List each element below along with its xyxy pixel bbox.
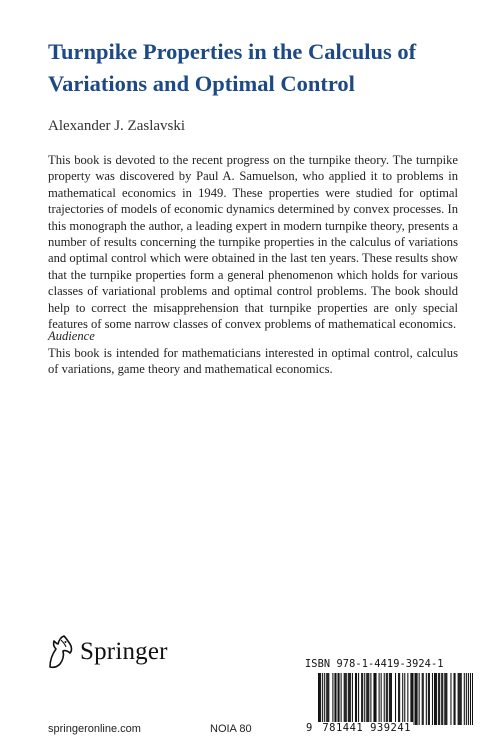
barcode-bar [349, 673, 350, 725]
barcode-bar [436, 673, 437, 725]
barcode-bar [358, 673, 359, 725]
barcode-bar [373, 673, 374, 725]
barcode-bar [442, 673, 443, 725]
barcode-bar [432, 673, 433, 725]
barcode-bar [414, 673, 415, 725]
barcode-bar [355, 673, 356, 725]
barcode-bar [407, 673, 408, 725]
barcode-bar [328, 673, 329, 725]
barcode-bar [417, 673, 418, 725]
barcode-bar [458, 673, 459, 725]
barcode-bar [395, 673, 396, 725]
barcode-bar [468, 673, 469, 725]
barcode-bar [362, 673, 363, 725]
barcode-bar [326, 673, 327, 725]
series-code: NOIA 80 [210, 723, 252, 735]
barcode-digits: 781441 939241 [322, 722, 412, 734]
barcode-bar [470, 673, 471, 725]
barcode-bar [461, 673, 462, 725]
barcode-bar [410, 673, 411, 725]
publisher-website: springeronline.com [48, 723, 141, 735]
barcode-bar [434, 673, 435, 725]
barcode-bar [426, 673, 427, 725]
barcode-bar [322, 673, 323, 725]
barcode-bar [318, 673, 319, 725]
barcode-bar [379, 673, 380, 725]
barcode-bar [416, 673, 417, 725]
barcode-bar [381, 673, 382, 725]
barcode-bar [399, 673, 400, 725]
barcode-bar [390, 673, 391, 725]
barcode-bar [453, 673, 454, 725]
barcode-bar [423, 673, 424, 725]
barcode-bar [429, 673, 430, 725]
barcode-bar [374, 673, 375, 725]
barcode-bar [375, 673, 376, 725]
barcode-bar [364, 673, 365, 725]
publisher-logo [44, 634, 168, 670]
barcode-bar [335, 673, 336, 725]
barcode-bar [444, 673, 445, 725]
barcode-bar [441, 673, 442, 725]
barcode-number [306, 722, 413, 734]
barcode-bar [435, 673, 436, 725]
barcode-bar [327, 673, 328, 725]
barcode-bar [472, 673, 473, 725]
barcode-bar [439, 673, 440, 725]
publisher-name: Springer [80, 638, 168, 665]
barcode-bar [391, 673, 392, 725]
barcode-bar [466, 673, 467, 725]
barcode-bar [459, 673, 460, 725]
barcode-bar [460, 673, 461, 725]
barcode-bar [398, 673, 399, 725]
barcode-bar [319, 673, 320, 725]
barcode [318, 673, 473, 725]
barcode-bar [412, 673, 413, 725]
barcode-bar [445, 673, 446, 725]
barcode-bar [384, 673, 385, 725]
barcode-bar [339, 673, 340, 725]
barcode-bar [341, 673, 342, 725]
book-description: This book is devoted to the recent progress on the turnpike theory. The turnpike property was discovered by Paul A. Samuelson, who applied it to problems in mathematical economics in 1949. These properties were studied for optimal trajectories of models of economic dynamics determined by convex processes. In this monograph the author, a leading expert in modern turnpike theory, presents a number of results concerning the turnpike properties in the calculus of variations and optimal control which were obtained in the last ten years. These results show that the turnpike properties form a general phenomenon which holds for various classes of variational problems and optimal control problems. The book should help to correct the misapprehension that turnpike properties are only special features of some narrow classes of convex problems of mathematical economics. [48, 153, 458, 332]
barcode-bar [402, 673, 403, 725]
barcode-bar [370, 673, 371, 725]
barcode-bar [346, 673, 347, 725]
springer-horse-logo-icon [44, 634, 76, 670]
barcode-lead-digit: 9 [306, 722, 313, 734]
barcode-bar [446, 673, 447, 725]
barcode-bar [464, 673, 465, 725]
barcode-bar [428, 673, 429, 725]
barcode-bar [332, 673, 333, 725]
barcode-bar [404, 673, 405, 725]
barcode-bar [438, 673, 439, 725]
book-author: Alexander J. Zaslavski [48, 118, 186, 134]
barcode-bar [367, 673, 368, 725]
barcode-bar [334, 673, 335, 725]
barcode-bar [338, 673, 339, 725]
barcode-bar [345, 673, 346, 725]
barcode-bar [411, 673, 412, 725]
barcode-bar [422, 673, 423, 725]
audience-text: This book is intended for mathematicians interested in optimal control, calculus of variations, game theory and mathematical economics. [48, 346, 458, 377]
barcode-bar [324, 673, 325, 725]
barcode-bar [348, 673, 349, 725]
barcode-bar [450, 673, 451, 725]
barcode-bar [356, 673, 357, 725]
barcode-bar [352, 673, 353, 725]
isbn-label: ISBN 978-1-4419-3924-1 [305, 658, 444, 670]
barcode-bar [419, 673, 420, 725]
barcode-bar [320, 673, 321, 725]
audience-heading: Audience [48, 329, 95, 343]
barcode-bar [455, 673, 456, 725]
barcode-bar [366, 673, 367, 725]
barcode-bar [389, 673, 390, 725]
barcode-bar [361, 673, 362, 725]
barcode-bar [350, 673, 351, 725]
barcode-bar [368, 673, 369, 725]
barcode-bar [344, 673, 345, 725]
barcode-bar [387, 673, 388, 725]
barcode-bar [386, 673, 387, 725]
book-title: Turnpike Properties in the Calculus of Variations and Optimal Control [48, 39, 417, 96]
